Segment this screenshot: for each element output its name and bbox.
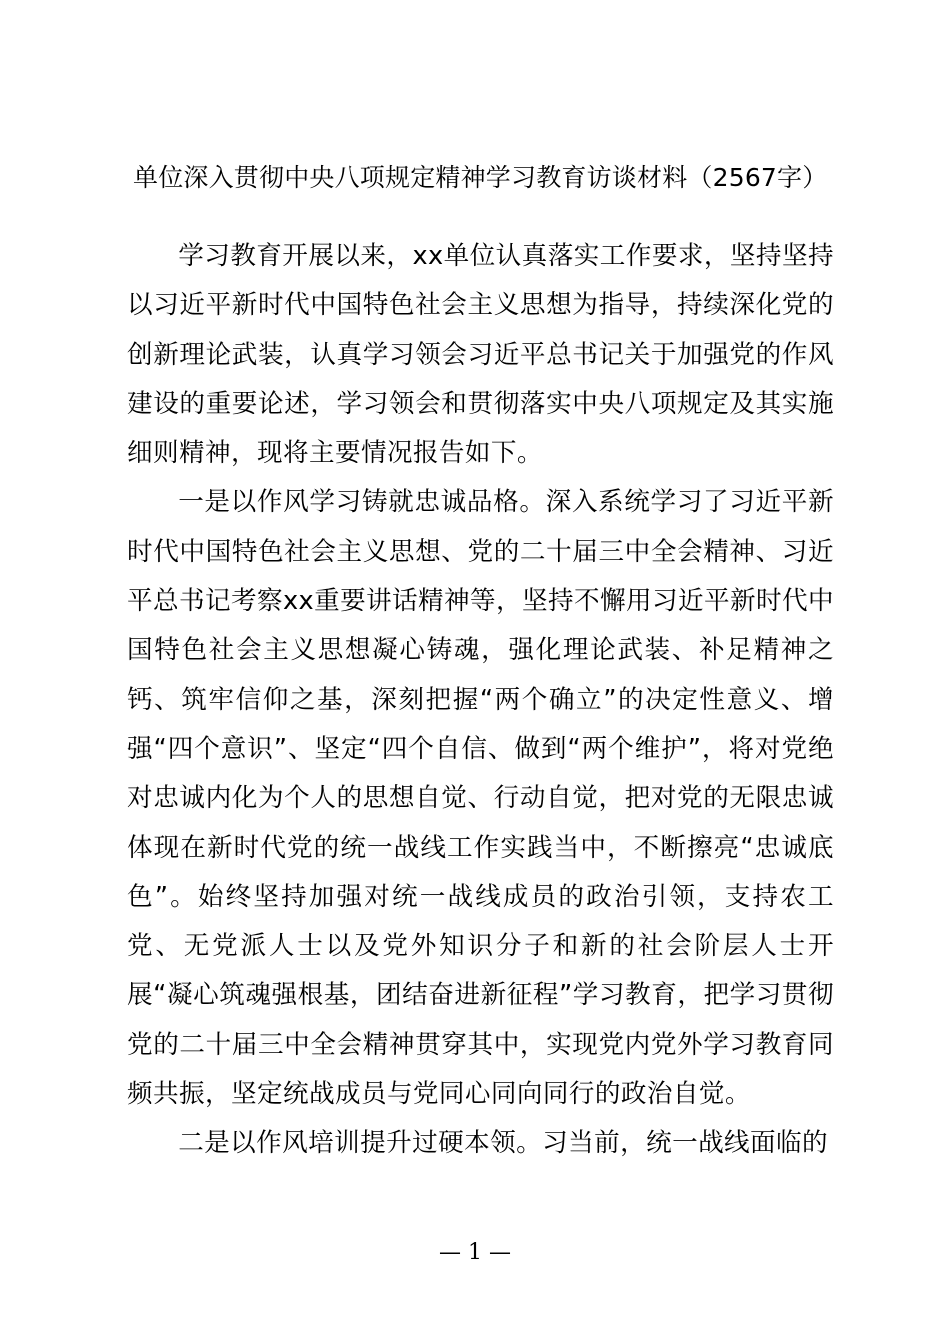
document-body: [127, 232, 834, 1169]
paragraph-intro: 学习教育开展以来，xx单位认真落实工作要求，坚持坚持以习近平新时代中国特色社会主义思想为指导，持续深化党的创新理论武装，认真学习领会习近平总书记关于加强党的作风建设的重要论述，学习领会和贯彻落实中央八项规定及其实施细则精神，现将主要情况报告如下。: [127, 241, 834, 469]
paragraph-section-two: 二是以作风培训提升过硬本领。习当前，统一战线面临的: [178, 1128, 829, 1159]
page-number: — 1 —: [439, 1240, 511, 1265]
document-title: 单位深入贯彻中央八项规定精神学习教育访谈材料（2567字）: [133, 163, 828, 192]
paragraph-section-one: 一是以作风学习铸就忠诚品格。深入系统学习了习近平新时代中国特色社会主义思想、党的二十届三中全会精神、习近平总书记考察xx重要讲话精神等，坚持不懈用习近平新时代中国特色社会主义思想凝心铸魂，强化理论武装、补足精神之钙、筑牢信仰之基，深刻把握“两个确立”的决定性意义、增强“四个意识”、坚定“四个自信、做到“两个维护”，将对党绝对忠诚内化为个人的思想自觉、行动自觉，把对党的无限忠诚体现在新时代党的统一战线工作实践当中，不断擦亮“忠诚底色”。始终坚持加强对统一战线成员的政治引领，支持农工党、无党派人士以及党外知识分子和新的社会阶层人士开展“凝心筑魂强根基，团结奋进新征程”学习教育，把学习贯彻党的二十届三中全会精神贯穿其中，实现党内党外学习教育同频共振，坚定统战成员与党同心同向同行的政治自觉。: [127, 487, 834, 1110]
